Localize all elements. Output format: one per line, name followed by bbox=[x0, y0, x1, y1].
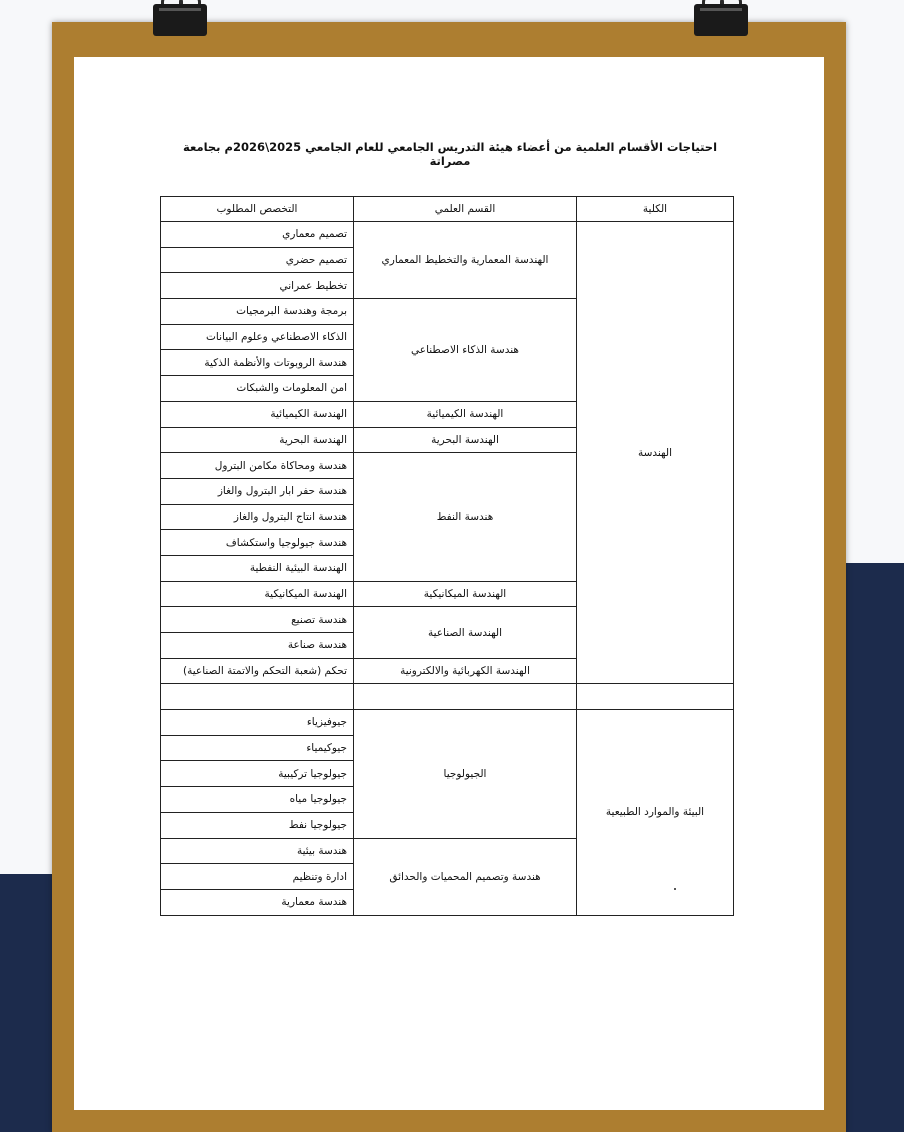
specialization-cell: جيولوجيا نفط bbox=[161, 812, 354, 838]
empty-cell bbox=[577, 684, 734, 710]
specialization-cell: هندسة تصنيع bbox=[161, 607, 354, 633]
specialization-cell: تخطيط عمراني bbox=[161, 273, 354, 299]
department-cell: هندسة النفط bbox=[354, 453, 577, 581]
table-header-row bbox=[161, 197, 734, 222]
specialization-cell: جيوفيزياء bbox=[161, 710, 354, 736]
department-cell: الهندسة المعمارية والتخطيط المعماري bbox=[354, 222, 577, 299]
header-specialization: التخصص المطلوب bbox=[161, 197, 354, 222]
specialization-cell: برمجة وهندسة البرمجيات bbox=[161, 299, 354, 325]
specialization-cell: تصميم حضري bbox=[161, 247, 354, 273]
binder-clip-icon bbox=[153, 0, 207, 38]
header-college: الكلية bbox=[577, 197, 734, 222]
specialization-cell: الهندسة البيئية النفطية bbox=[161, 555, 354, 581]
specialization-cell: امن المعلومات والشبكات bbox=[161, 376, 354, 402]
department-cell: الهندسة البحرية bbox=[354, 427, 577, 453]
specialization-cell: الهندسة الميكانيكية bbox=[161, 581, 354, 607]
specialization-cell: ادارة وتنظيم bbox=[161, 864, 354, 890]
document-title: احتياجات الأقسام العلمية من أعضاء هيئة التدريس الجامعي للعام الجامعي 2025\2026م بجامعة مصراتة bbox=[182, 140, 718, 168]
college-cell: البيئة والموارد الطبيعية bbox=[577, 710, 734, 916]
department-cell: هندسة الذكاء الاصطناعي bbox=[354, 299, 577, 402]
empty-separator-row bbox=[161, 684, 734, 710]
specialization-cell: جيولوجيا تركيبية bbox=[161, 761, 354, 787]
college-cell: الهندسة bbox=[577, 222, 734, 684]
specialization-cell: هندسة بيئية bbox=[161, 838, 354, 864]
binder-clip-icon bbox=[694, 0, 748, 38]
stray-mark bbox=[674, 888, 676, 890]
specialization-cell: هندسة جيولوجيا واستكشاف bbox=[161, 530, 354, 556]
specialization-cell: هندسة ومحاكاة مكامن البترول bbox=[161, 453, 354, 479]
department-cell: الهندسة الكهربائية والالكترونية bbox=[354, 658, 577, 684]
department-cell: الجيولوجيا bbox=[354, 710, 577, 838]
specialization-cell: جيولوجيا مياه bbox=[161, 787, 354, 813]
table-row bbox=[161, 710, 734, 736]
header-department: القسم العلمي bbox=[354, 197, 577, 222]
specialization-cell: الهندسة الكيميائية bbox=[161, 401, 354, 427]
empty-cell bbox=[354, 684, 577, 710]
specialization-cell: تحكم (شعبة التحكم والاتمتة الصناعية) bbox=[161, 658, 354, 684]
specialization-cell: الذكاء الاصطناعي وعلوم البيانات bbox=[161, 324, 354, 350]
specialization-cell: هندسة معمارية bbox=[161, 889, 354, 915]
specialization-cell: هندسة الروبوتات والأنظمة الذكية bbox=[161, 350, 354, 376]
specialization-cell: الهندسة البحرية bbox=[161, 427, 354, 453]
requirements-table bbox=[160, 196, 734, 916]
empty-cell bbox=[161, 684, 354, 710]
department-cell: هندسة وتصميم المحميات والحدائق bbox=[354, 838, 577, 915]
department-cell: الهندسة الكيميائية bbox=[354, 401, 577, 427]
specialization-cell: هندسة صناعة bbox=[161, 633, 354, 659]
department-cell: الهندسة الصناعية bbox=[354, 607, 577, 658]
specialization-cell: هندسة انتاج البترول والغاز bbox=[161, 504, 354, 530]
table-row bbox=[161, 222, 734, 248]
department-cell: الهندسة الميكانيكية bbox=[354, 581, 577, 607]
specialization-cell: تصميم معماري bbox=[161, 222, 354, 248]
specialization-cell: جيوكيمياء bbox=[161, 735, 354, 761]
background-navy-side bbox=[840, 563, 904, 1132]
specialization-cell: هندسة حفر ابار البترول والغاز bbox=[161, 478, 354, 504]
